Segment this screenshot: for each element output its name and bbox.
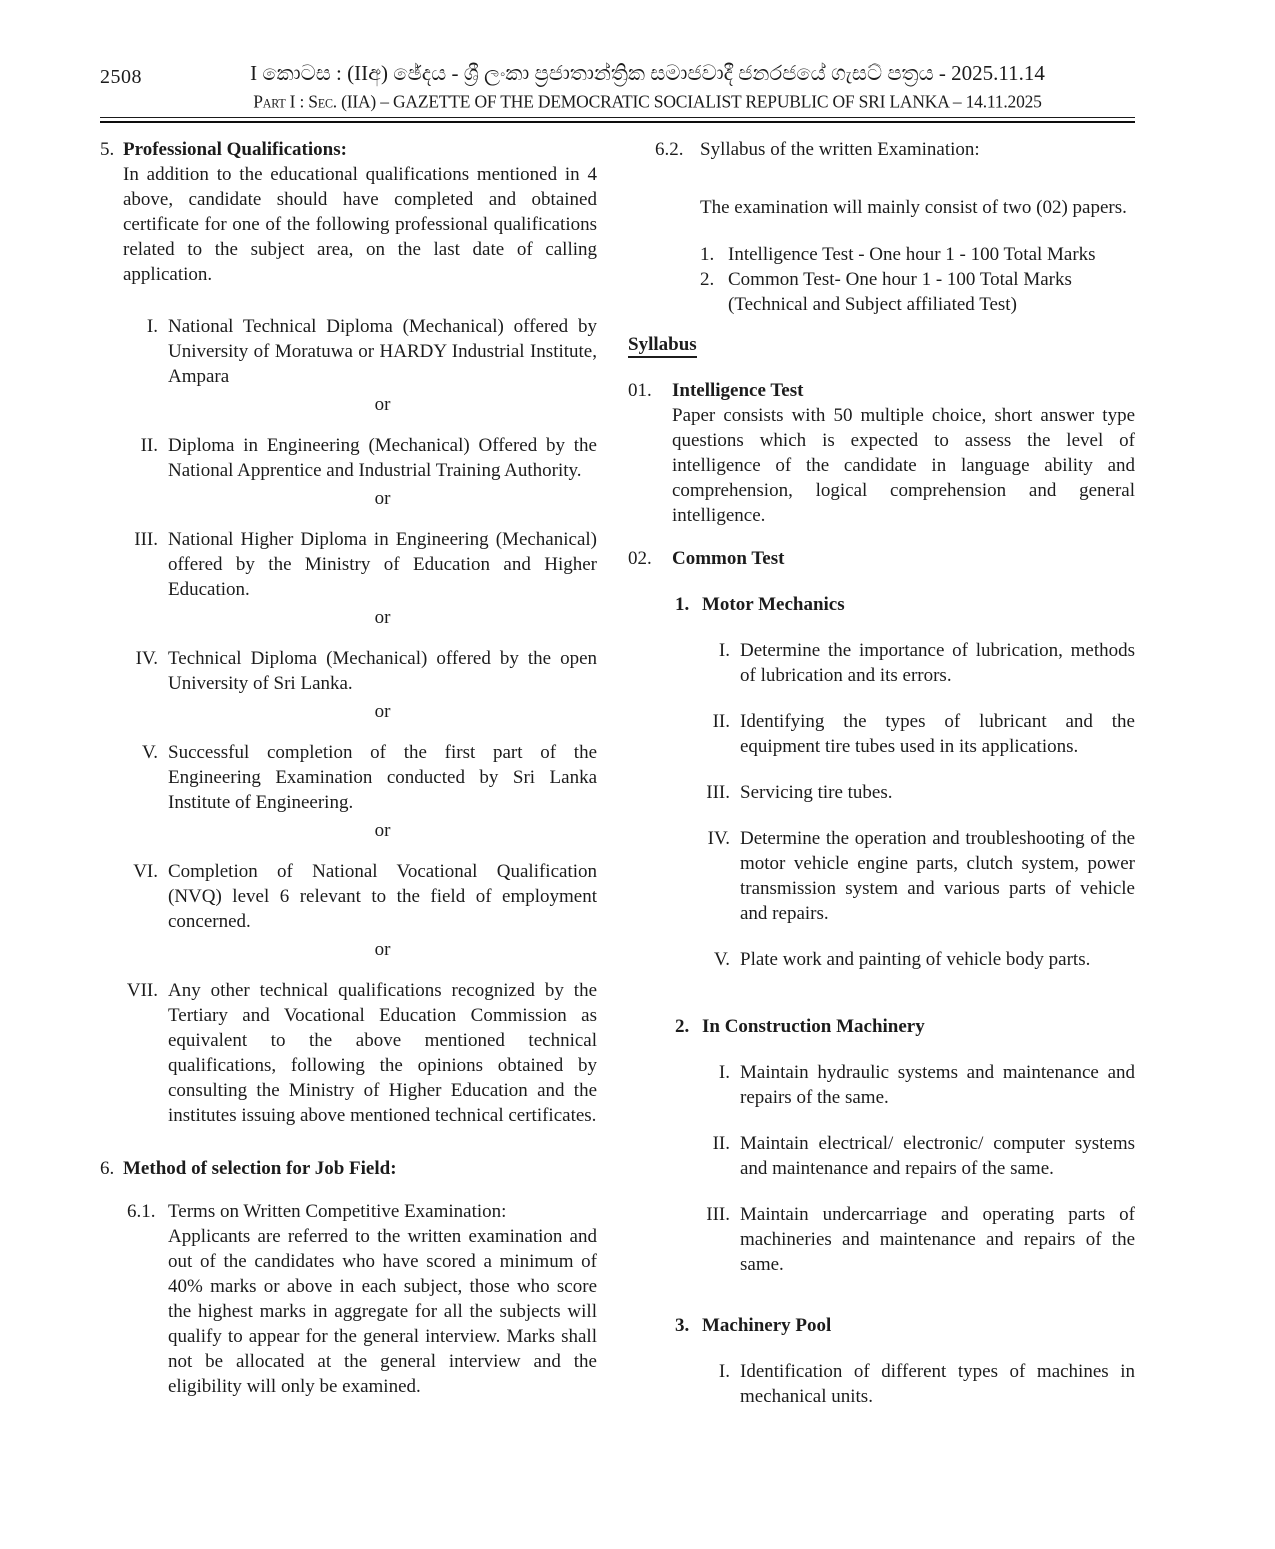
item-numeral: III.	[706, 1204, 730, 1225]
section-6-1	[100, 1199, 597, 1399]
right-column	[628, 137, 1135, 1409]
test-title: Intelligence Test	[672, 380, 804, 401]
subsection-title: Terms on Written Competitive Examination:	[168, 1201, 507, 1222]
test-title: Common Test	[672, 548, 785, 569]
section-6-2-heading	[628, 137, 1135, 162]
paper-item	[700, 267, 1135, 317]
section-6-heading	[100, 1156, 597, 1181]
qualification-item	[100, 527, 597, 602]
item-text: Diploma in Engineering (Mechanical) Offered by the National Apprentice and Industrial Training Authority.	[168, 435, 597, 481]
section-5-intro: In addition to the educational qualifications mentioned in 4 above, candidate should have completed and obtained certificate for one of the following professional qualifications related to the subject area, on the last date of calling application.	[123, 164, 597, 285]
syllabus-item	[628, 826, 1135, 926]
qualification-item	[100, 433, 597, 483]
subsection-title: Syllabus of the written Examination:	[700, 139, 980, 160]
syllabus-item	[628, 1202, 1135, 1277]
syllabus-item	[628, 947, 1135, 972]
paper-text: Common Test- One hour 1 - 100 Total Marks (Technical and Subject affiliated Test)	[728, 267, 1135, 317]
item-text: Determine the operation and troubleshooting of the motor vehicle engine parts, clutch system, power transmission system and various parts of vehicle and repairs.	[740, 828, 1135, 924]
subsection-number: 6.2.	[655, 139, 684, 160]
syllabus-item	[628, 780, 1135, 805]
syllabus-item	[628, 709, 1135, 759]
test-number: 02.	[628, 548, 652, 569]
syllabus-item	[628, 1359, 1135, 1409]
item-numeral: II.	[712, 1133, 730, 1154]
item-text: Maintain undercarriage and operating parts of machineries and maintenance and repairs of the same.	[740, 1204, 1135, 1275]
item-numeral: IV.	[135, 648, 158, 669]
paper-number: 2.	[700, 269, 715, 290]
common-test-block	[628, 546, 1135, 571]
paper-text: Intelligence Test - One hour 1 - 100 Total Marks	[728, 244, 1096, 265]
page-number: 2508	[100, 66, 142, 88]
paper-item	[700, 242, 1135, 267]
item-numeral: V.	[713, 949, 730, 970]
item-numeral: II.	[712, 711, 730, 732]
qualification-item	[100, 646, 597, 696]
or-separator: or	[374, 701, 391, 722]
item-numeral: VII.	[126, 980, 158, 1001]
header-title-english: Part I : Sec. (IIA) – GAZETTE OF THE DEMOCRATIC SOCIALIST REPUBLIC OF SRI LANKA – 14.11.2025	[253, 90, 1042, 112]
item-text: National Higher Diploma in Engineering (Mechanical) offered by the Ministry of Education and Higher Education.	[168, 529, 597, 600]
section-title: Motor Mechanics	[702, 594, 845, 615]
item-text: Completion of National Vocational Qualification (NVQ) level 6 relevant to the field of employment concerned.	[168, 861, 597, 932]
item-text: Maintain electrical/ electronic/ computer systems and maintenance and repairs of the same.	[740, 1133, 1135, 1179]
common-test-section-heading	[628, 592, 1135, 617]
exam-intro: The examination will mainly consist of two (02) papers.	[700, 197, 1127, 218]
item-text: Determine the importance of lubrication, methods of lubrication and its errors.	[740, 640, 1135, 686]
section-5-heading	[100, 137, 597, 162]
header-divider	[100, 117, 1135, 123]
or-separator: or	[374, 939, 391, 960]
section-title: Professional Qualifications:	[123, 139, 347, 160]
section-number: 5.	[100, 139, 115, 160]
paper-note: (Technical and Subject affiliated Test)	[728, 294, 1017, 315]
common-test-section-heading	[628, 1313, 1135, 1338]
item-text: Successful completion of the first part of the Engineering Examination conducted by Sri Lanka Institute of Engineering.	[168, 742, 597, 813]
item-numeral: V.	[141, 742, 158, 763]
or-separator: or	[374, 607, 391, 628]
paper-number: 1.	[700, 244, 715, 265]
item-text: Plate work and painting of vehicle body parts.	[740, 949, 1091, 970]
section-number: 3.	[675, 1315, 690, 1336]
section-number: 1.	[675, 594, 690, 615]
item-numeral: VI.	[133, 861, 158, 882]
common-test-section-heading	[628, 1014, 1135, 1039]
section-number: 2.	[675, 1016, 690, 1037]
item-text: Servicing tire tubes.	[740, 782, 893, 803]
subsection-body: Applicants are referred to the written examination and out of the candidates who have scored a minimum of 40% marks or above in each subject, those who score the highest marks in aggregate for all the subjects will qualify to appear for the general interview. Marks shall not be allocated at the general interview and the eligibility will only be examined.	[168, 1226, 597, 1397]
test-number: 01.	[628, 380, 652, 401]
item-text: Identification of different types of machines in mechanical units.	[740, 1361, 1135, 1407]
qualification-item	[100, 314, 597, 389]
two-column-body	[100, 137, 1135, 1409]
test-body: Paper consists with 50 multiple choice, short answer type questions which is expected to assess the level of intelligence of the candidate in language ability and comprehension, logical comprehension and general intelligence.	[672, 405, 1135, 526]
section-title: Machinery Pool	[702, 1315, 832, 1336]
item-numeral: I.	[718, 1361, 730, 1382]
paper-list	[700, 242, 1135, 317]
item-numeral: I.	[146, 316, 158, 337]
section-title: Method of selection for Job Field:	[123, 1158, 397, 1179]
item-text: Identifying the types of lubricant and the equipment tire tubes used in its applications.	[740, 711, 1135, 757]
syllabus-item	[628, 1131, 1135, 1181]
item-numeral: IV.	[707, 828, 730, 849]
left-column	[100, 137, 597, 1409]
header-title-sinhala: I කොටස : (IIඅ) ඡේදය - ශ්‍රී ලංකා ප්‍රජාතාන්ත්‍රික සමාජවාදී ජනරජයේ ගැසට් පත්‍රය - 2025.11.14	[250, 61, 1045, 85]
syllabus-item	[628, 1060, 1135, 1110]
page-header	[100, 56, 1135, 123]
item-numeral: I.	[718, 1062, 730, 1083]
or-separator: or	[374, 488, 391, 509]
qualification-item	[100, 740, 597, 815]
or-separator: or	[374, 820, 391, 841]
item-text: Technical Diploma (Mechanical) offered by the open University of Sri Lanka.	[168, 648, 597, 694]
qualification-item	[100, 978, 597, 1128]
subsection-number: 6.1.	[127, 1201, 156, 1222]
item-text: Any other technical qualifications recognized by the Tertiary and Vocational Education Commission as equivalent to the above mentioned technical qualifications, following the opinions obtained by consulting the Ministry of Higher Education and the institutes issuing above mentioned technical certificates.	[168, 980, 597, 1126]
item-numeral: I.	[718, 640, 730, 661]
qualification-item	[100, 859, 597, 934]
syllabus-heading: Syllabus	[628, 332, 1135, 357]
syllabus-item	[628, 638, 1135, 688]
intelligence-test-block	[628, 378, 1135, 528]
item-numeral: II.	[140, 435, 158, 456]
section-number: 6.	[100, 1158, 115, 1179]
section-title: In Construction Machinery	[702, 1016, 925, 1037]
item-numeral: III.	[706, 782, 730, 803]
item-text: National Technical Diploma (Mechanical) offered by University of Moratuwa or HARDY Industrial Institute, Ampara	[168, 316, 597, 387]
item-numeral: III.	[134, 529, 158, 550]
item-text: Maintain hydraulic systems and maintenance and repairs of the same.	[740, 1062, 1135, 1108]
or-separator: or	[374, 394, 391, 415]
